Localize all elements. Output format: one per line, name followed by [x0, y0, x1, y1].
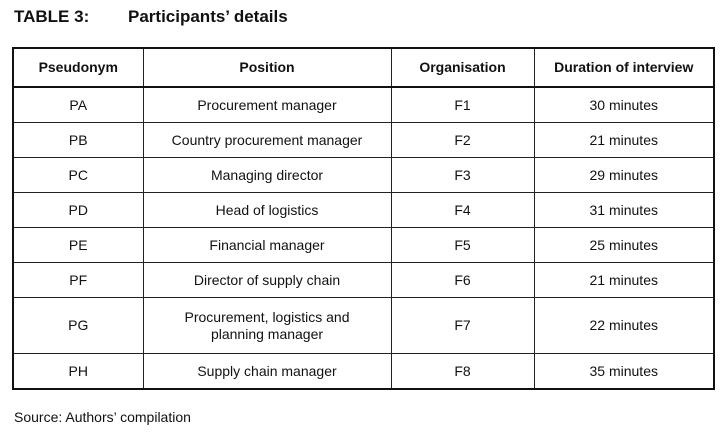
- cell-position: Managing director: [143, 158, 391, 193]
- cell-organisation: F2: [391, 123, 534, 158]
- cell-duration: 30 minutes: [534, 87, 714, 123]
- table-row: [13, 123, 714, 158]
- cell-organisation: F5: [391, 228, 534, 263]
- cell-organisation: F1: [391, 87, 534, 123]
- cell-organisation: F4: [391, 193, 534, 228]
- table-label: TABLE 3:: [14, 7, 90, 26]
- table-body: [13, 87, 714, 389]
- cell-position: Financial manager: [143, 228, 391, 263]
- cell-duration: 22 minutes: [534, 298, 714, 354]
- cell-pseudonym: PC: [13, 158, 143, 193]
- header-row: [13, 48, 714, 87]
- cell-position: Supply chain manager: [143, 354, 391, 390]
- table-row: [13, 193, 714, 228]
- cell-organisation: F7: [391, 298, 534, 354]
- cell-organisation: F8: [391, 354, 534, 390]
- cell-duration: 21 minutes: [534, 123, 714, 158]
- table-row: [13, 228, 714, 263]
- cell-organisation: F3: [391, 158, 534, 193]
- cell-duration: 29 minutes: [534, 158, 714, 193]
- cell-pseudonym: PG: [13, 298, 143, 354]
- column-header-duration: Duration of interview: [534, 48, 714, 87]
- cell-position: Director of supply chain: [143, 263, 391, 298]
- cell-position: Procurement manager: [143, 87, 391, 123]
- table-row: [13, 158, 714, 193]
- cell-organisation: F6: [391, 263, 534, 298]
- cell-position: Country procurement manager: [143, 123, 391, 158]
- cell-duration: 35 minutes: [534, 354, 714, 390]
- participants-table: [12, 47, 715, 390]
- cell-pseudonym: PF: [13, 263, 143, 298]
- cell-pseudonym: PE: [13, 228, 143, 263]
- cell-duration: 21 minutes: [534, 263, 714, 298]
- cell-duration: 31 minutes: [534, 193, 714, 228]
- column-header-position: Position: [143, 48, 391, 87]
- table-row: [13, 354, 714, 390]
- cell-pseudonym: PA: [13, 87, 143, 123]
- cell-duration: 25 minutes: [534, 228, 714, 263]
- cell-position: Head of logistics: [143, 193, 391, 228]
- cell-pseudonym: PD: [13, 193, 143, 228]
- cell-position: Procurement, logistics and planning manager: [143, 298, 391, 354]
- table-source-note: Source: Authors’ compilation: [14, 409, 191, 425]
- table-row: [13, 87, 714, 123]
- table-row: [13, 298, 714, 354]
- cell-pseudonym: PH: [13, 354, 143, 390]
- table-caption: [14, 7, 288, 27]
- table-title: Participants’ details: [128, 7, 288, 26]
- table-header: [13, 48, 714, 87]
- column-header-pseudonym: Pseudonym: [13, 48, 143, 87]
- cell-pseudonym: PB: [13, 123, 143, 158]
- column-header-organisation: Organisation: [391, 48, 534, 87]
- table-row: [13, 263, 714, 298]
